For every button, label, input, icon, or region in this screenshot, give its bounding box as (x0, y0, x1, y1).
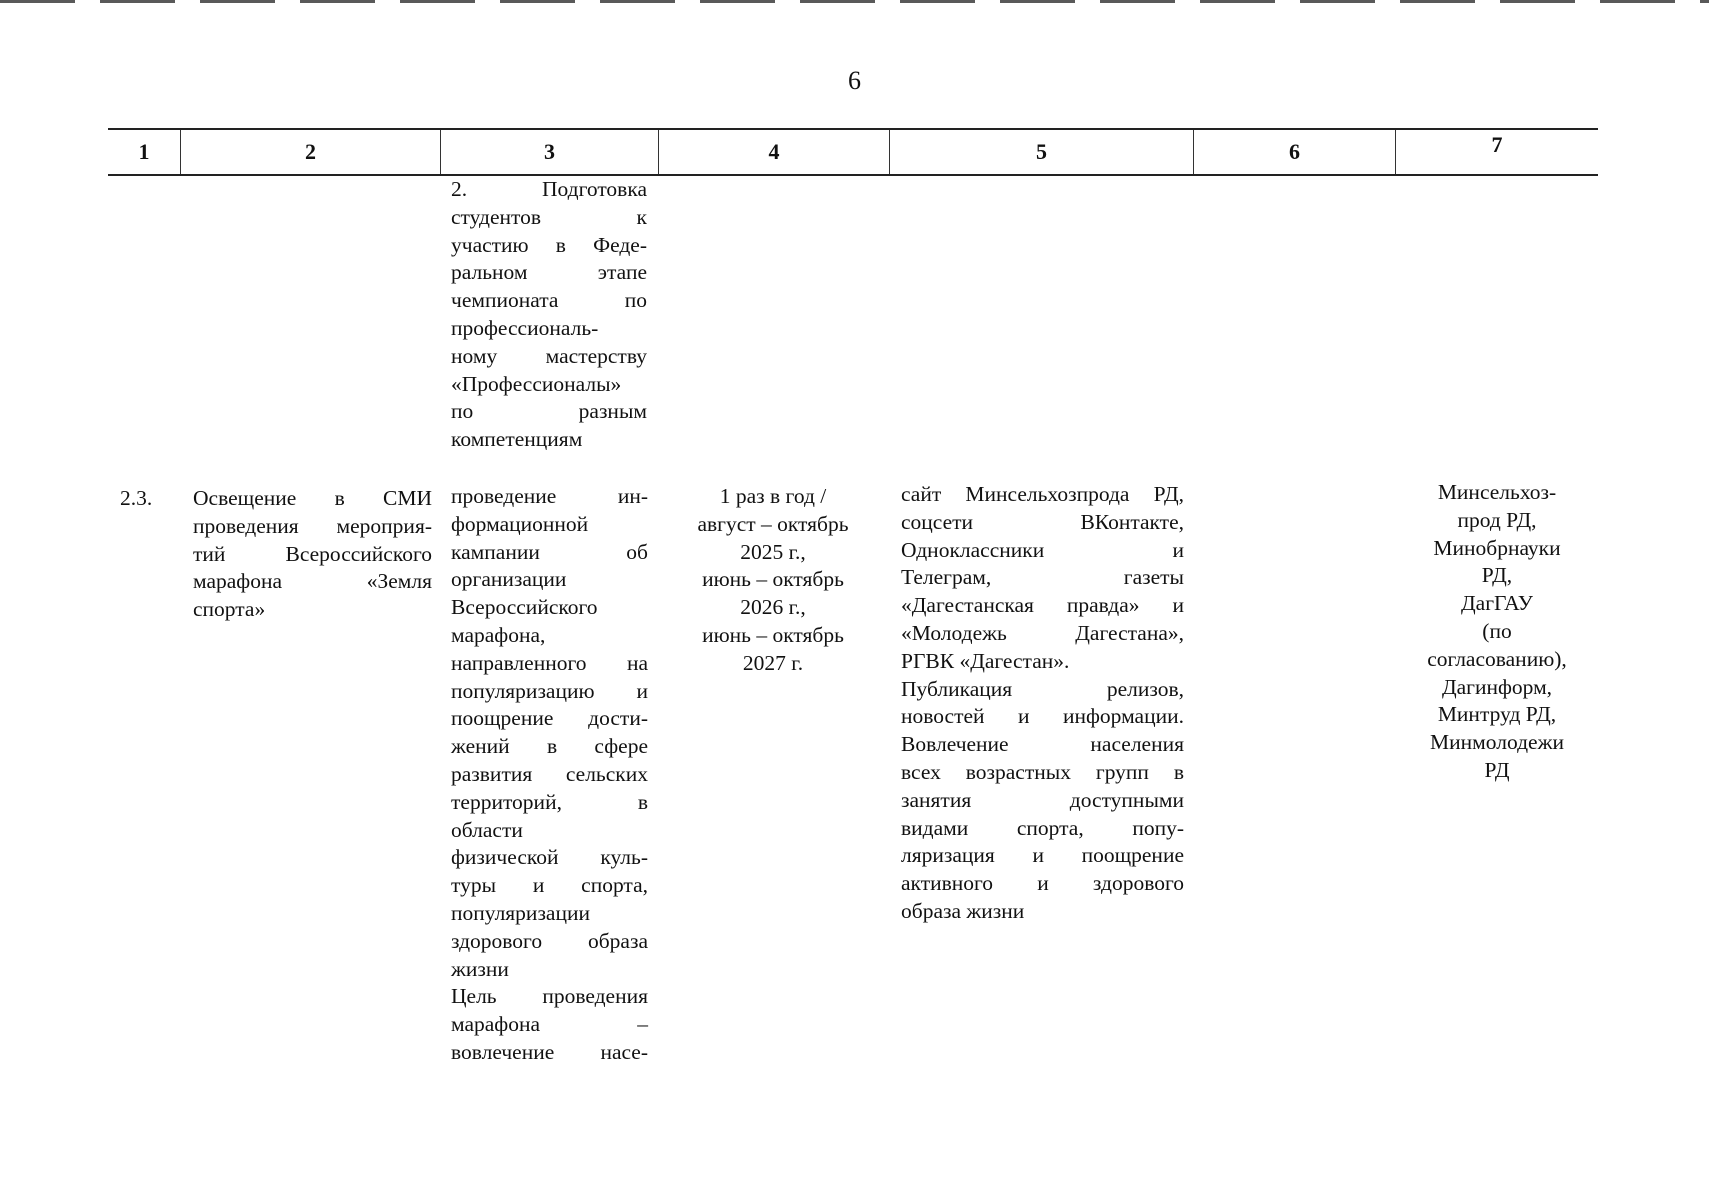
text-line: июнь – октябрь (702, 567, 844, 592)
text-line: прод РД, (1457, 507, 1537, 532)
text-line: организации (451, 567, 567, 592)
text-line: чемпионата по (451, 288, 647, 313)
row-2-3-col2 (193, 485, 432, 624)
text-line: жизни (451, 956, 509, 981)
column-header-1: 1 (138, 139, 150, 164)
text-line: ному мастерству (451, 343, 647, 368)
text-line: студентов к (451, 204, 647, 229)
text-line: жений в сфере (451, 734, 648, 759)
text-line: популяризации (451, 900, 590, 925)
text-line: согласованию), (1427, 646, 1567, 671)
text-line: активного и здорового (901, 871, 1184, 896)
text-line: области (451, 817, 523, 842)
text-line: занятия доступными (901, 787, 1184, 812)
text-line: по разным (451, 399, 647, 424)
text-line: сайт Минсельхозпрода РД, (901, 482, 1184, 506)
text-line: июнь – октябрь (702, 622, 844, 647)
column-header-6: 6 (1193, 130, 1395, 174)
text-line: РД, (1481, 563, 1513, 588)
text-line: Одноклассники и (901, 537, 1184, 562)
text-line: Освещение в СМИ (193, 486, 432, 510)
text-line: «Дагестанская правда» и (901, 593, 1184, 618)
text-line: туры и спорта, (451, 873, 648, 898)
text-line: вовлечение насе- (451, 1039, 648, 1064)
text-line: спорта» (193, 597, 266, 622)
scan-artifact-line (0, 0, 1709, 3)
column-header-3: 3 (440, 130, 658, 174)
text-line: 1 раз в год / (719, 484, 827, 508)
text-line: Вовлечение населения (901, 732, 1184, 757)
text-line: формационной (451, 511, 589, 536)
text-line: популяризацию и (451, 678, 648, 703)
text-line: физической куль- (451, 845, 648, 870)
text-line: (по (1482, 618, 1512, 643)
text-line: новостей и информации. (901, 704, 1184, 729)
text-line: Публикация релизов, (901, 676, 1184, 701)
column-header-4: 4 (658, 130, 889, 174)
text-line: марафона – (451, 1012, 648, 1037)
text-line: тий Всероссийского (193, 541, 432, 566)
text-line: профессиональ- (451, 315, 599, 340)
text-line: 2026 г., (740, 595, 806, 620)
text-line: ральном этапе (451, 260, 647, 285)
row-2-3-col5 (901, 481, 1184, 926)
text-line: ДагГАУ (1461, 591, 1533, 616)
text-line: 2025 г., (740, 539, 806, 564)
column-header-5: 5 (889, 130, 1193, 174)
row-2-3-col4 (678, 483, 868, 678)
continued-row-col3 (451, 176, 647, 454)
text-line: участию в Феде- (451, 232, 647, 257)
text-line: 2027 г. (742, 650, 804, 675)
text-line: Минобрнауки (1433, 535, 1561, 560)
text-line: ляризация и поощрение (901, 843, 1184, 868)
text-line: РГВК «Дагестан». (901, 648, 1070, 673)
row-2-3-col3 (451, 483, 648, 1067)
column-header-2: 2 (180, 130, 440, 174)
page-number: 6 (848, 66, 861, 95)
row-number: 2.3. (120, 486, 153, 510)
text-line: марафона, (451, 622, 546, 647)
text-line: 2. Подготовка (451, 177, 647, 201)
text-line: марафона «Земля (193, 569, 432, 594)
row-2-3-col7 (1403, 479, 1591, 785)
text-line: Минмолодежи (1430, 730, 1564, 755)
text-line: компетенциям (451, 427, 583, 452)
column-header-7: 7 (1395, 130, 1598, 174)
text-line: проведение ин- (451, 484, 648, 508)
text-line: проведения мероприя- (193, 513, 432, 538)
text-line: здорового образа (451, 928, 648, 953)
text-line: «Молодежь Дагестана», (901, 620, 1184, 645)
text-line: кампании об (451, 539, 648, 564)
text-line: август – октябрь (697, 511, 849, 536)
text-line: Всероссийского (451, 595, 598, 620)
text-line: Дагинформ, (1441, 674, 1553, 699)
text-line: Цель проведения (451, 984, 648, 1009)
text-line: «Профессионалы» (451, 371, 622, 396)
text-line: образа жизни (901, 898, 1025, 923)
text-line: развития сельских (451, 761, 648, 786)
text-line: всех возрастных групп в (901, 759, 1184, 784)
text-line: Минсельхоз- (1437, 480, 1557, 504)
text-line: видами спорта, попу- (901, 815, 1184, 840)
table-header-row (108, 128, 1598, 176)
text-line: РД (1484, 757, 1510, 782)
text-line: Минтруд РД, (1437, 702, 1557, 727)
text-line: поощрение дости- (451, 706, 648, 731)
text-line: Телеграм, газеты (901, 565, 1184, 590)
text-line: территорий, в (451, 789, 648, 814)
text-line: соцсети ВКонтакте, (901, 509, 1184, 534)
text-line: направленного на (451, 650, 648, 675)
